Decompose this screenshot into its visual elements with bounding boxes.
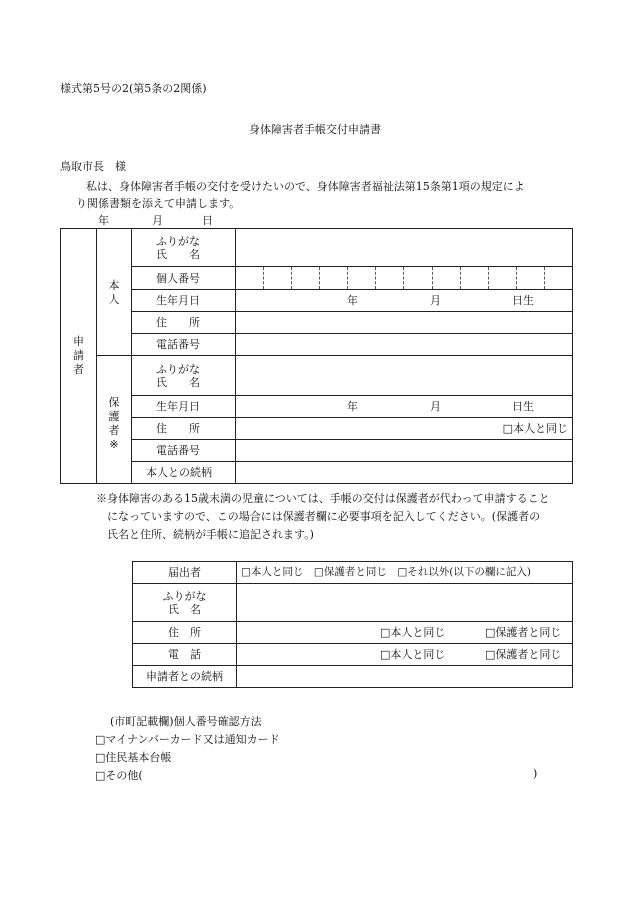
self-address-field[interactable] [236,312,573,334]
submitter-relationship-label: 申請者との続柄 [133,666,237,688]
submitter-phone-field[interactable] [237,644,573,666]
guardian-relationship-label: 本人との続柄 [132,462,236,484]
applicant-table [60,228,573,484]
guardian-address-label: 住 所 [132,418,236,440]
phone-same-as-guardian-checkbox[interactable]: □保護者と同じ [485,648,562,661]
phone-same-as-self-checkbox[interactable]: □本人と同じ [380,648,446,661]
personal-number-label: 個人番号 [132,267,236,290]
option-resident-register[interactable]: □住民基本台帳 [95,751,172,764]
form-number: 様式第5号の2(第5条の2関係) [60,82,207,95]
personal-number-field[interactable] [236,267,573,290]
submitter-address-field[interactable] [237,622,573,644]
submitter-label: 届出者 [133,562,237,584]
intro-line-1: 私は、身体障害者手帳の交付を受けたいので、身体障害者福祉法第15条第1項の規定によ [86,180,525,193]
date-year: 年 [98,214,109,227]
applicant-group-label: 申 請 者 [61,229,97,484]
form-title: 身体障害者手帳交付申請書 [249,123,381,136]
date-month: 月 [152,214,163,227]
guardian-same-as-self-checkbox[interactable]: □本人と同じ [502,422,568,435]
self-label: 本 人 [97,229,132,356]
intro-line-2: り関係書類を添えて申請します。 [76,197,241,210]
self-phone-label: 電話番号 [132,334,236,356]
option-other-close-paren: ) [533,767,538,780]
guardian-name-field[interactable] [236,356,573,396]
self-name-field[interactable] [236,229,573,267]
note-line-3: 氏名と住所、続柄が手帳に追記されます。) [107,528,314,541]
note-line-2: になっていますので、この場合には保護者欄に必要事項を記入してください。(保護者の [107,510,541,523]
guardian-birthdate-field[interactable]: 年 月 日生 [236,396,573,418]
address-same-as-guardian-checkbox[interactable]: □保護者と同じ [485,626,562,639]
guardian-name-label: ふりがな 氏 名 [132,356,236,396]
submitter-address-label: 住 所 [133,622,237,644]
submitter-name-field[interactable] [237,584,573,622]
note-line-1: ※身体障害のある15歳未満の児童については、手帳の交付は保護者が代わって申請すること [96,492,550,505]
self-birthdate-field[interactable]: 年 月 日生 [236,290,573,312]
guardian-birthdate-label: 生年月日 [132,396,236,418]
self-birthdate-label: 生年月日 [132,290,236,312]
submitter-relationship-field[interactable] [237,666,573,688]
self-address-label: 住 所 [132,312,236,334]
self-name-label: ふりがな 氏 名 [132,229,236,267]
option-my-number-card[interactable]: □マイナンバーカード又は通知カード [95,733,280,746]
guardian-relationship-field[interactable] [236,462,573,484]
city-section-heading: (市町記載欄)個人番号確認方法 [110,715,262,728]
submitter-options[interactable]: □本人と同じ □保護者と同じ □それ以外(以下の欄に記入) [237,562,573,584]
address-same-as-self-checkbox[interactable]: □本人と同じ [380,626,446,639]
guardian-label: 保 護 者 ※ [97,356,132,484]
submitter-name-label: ふりがな 氏 名 [133,584,237,622]
guardian-phone-label: 電話番号 [132,440,236,462]
self-phone-field[interactable] [236,334,573,356]
date-day: 日 [202,214,213,227]
submitter-table [132,561,573,688]
guardian-address-field[interactable] [236,418,573,440]
option-other[interactable]: □その他( [95,769,143,782]
guardian-phone-field[interactable] [236,440,573,462]
submitter-phone-label: 電 話 [133,644,237,666]
addressee: 鳥取市長 様 [60,160,126,173]
